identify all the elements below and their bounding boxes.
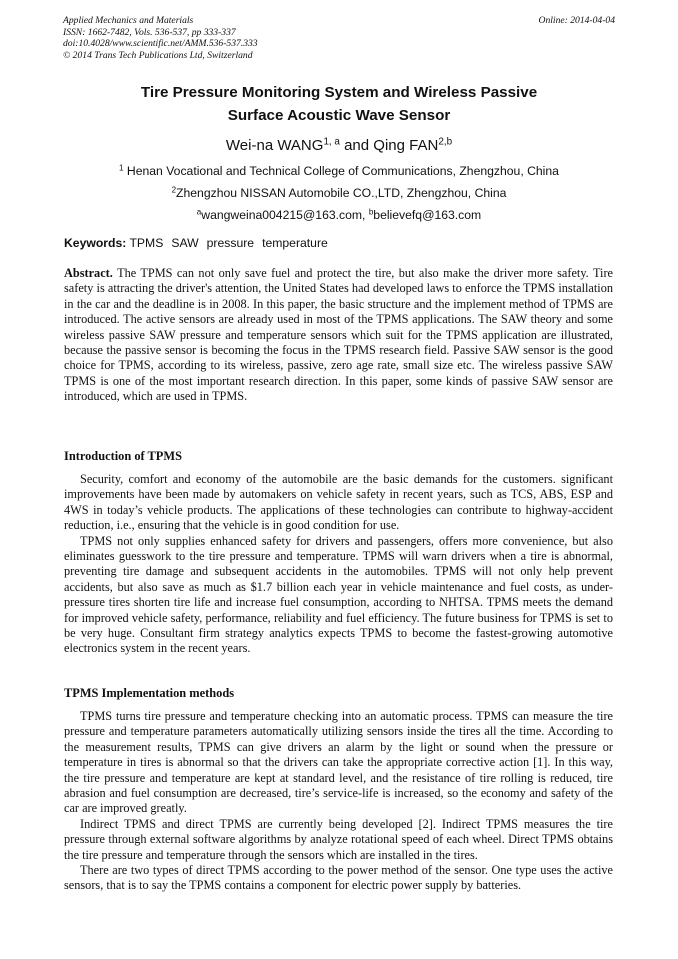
affiliation-1-mark: 1 <box>119 163 124 173</box>
paragraph: There are two types of direct TPMS according to the power method of the sensor. One type uses the active sensors, that is to say the TPMS contains a component for electric power supply by batteries. <box>64 863 613 893</box>
journal-name: Applied Mechanics and Materials <box>63 15 194 26</box>
author-2: Qing FAN <box>373 137 439 154</box>
journal-issn: ISSN: 1662-7482, Vols. 536-537, pp 333-337 <box>63 26 236 38</box>
author-and: and <box>344 137 370 154</box>
keyword: pressure <box>206 236 255 250</box>
affiliation-2-mark: 2 <box>171 185 177 195</box>
author-1: Wei-na WANG <box>225 137 324 154</box>
paragraph: TPMS turns tire pressure and temperature checking into an automatic process. TPMS can measure the tire pressure and temperature parameters automatically utilizing sensors inside the tires all the time. According to the measurement results, TPMS can give drivers an alarm by the light or sound when the pressure or temperature in tires is abnormal so that the drivers can take the appropriate corrective action [1]. In this way, the tire pressure and temperature are kept at standard level, and the resistance of tire rolling is reduced, tire abrasion and fuel consumption are decreased, tire’s service-life is increased, so the economy and safety of the car are improved greatly. <box>64 709 613 816</box>
affiliation-2-text: Zhengzhou NISSAN Automobile CO.,LTD, Zhengzhou, China <box>176 186 507 200</box>
journal-doi[interactable]: doi:10.4028/www.scientific.net/AMM.536-537.333 <box>63 38 258 50</box>
email-a-mark: a <box>196 207 202 217</box>
email-a[interactable]: wangweina004215@163.com, <box>201 208 366 222</box>
online-date: Online: 2014-04-04 <box>538 15 615 26</box>
journal-copyright: © 2014 Trans Tech Publications Ltd, Switzerland <box>63 49 253 61</box>
abstract-text: The TPMS can not only save fuel and protect the tire, but also make the driver more safety. Tire safety is attracting the driver's attention, the United States had developed laws to enforce the TPMS installation in the car and the deadline is in 2008. In this paper, the basic structure and the implement method of TPMS are introduced. The active sensors are already used in most of the TPMS applications. The SAW theory and some wireless passive SAW pressure and temperature sensors which suit for the TPMS application are illustrated, because the passive sensor is becoming the focus in the TPMS research field. Passive SAW sensor is the good choice for TPMS, according to its wireless, passive, zero age rate, small size etc. The wireless passive SAW TPMS is one of the most important research direction. In this paper, some kinds of passive SAW sensor are introduced, which are used in TPMS. <box>64 266 614 404</box>
paper-title <box>40 81 638 127</box>
keyword: temperature <box>262 236 328 250</box>
paragraph: Indirect TPMS and direct TPMS are currently being developed [2]. Indirect TPMS measures the tire pressure through external software algorithms by analyze rotational speed of each wheel. Direct TPMS obtains the tire pressure and temperature through the sensors which are installed in the tires. <box>64 816 613 862</box>
abstract-label: Abstract. <box>64 266 113 280</box>
introduction-body <box>64 472 613 657</box>
affiliation-2 <box>40 185 638 201</box>
email-line <box>40 207 638 223</box>
keywords <box>64 235 336 251</box>
keyword: SAW <box>171 236 199 250</box>
author-line <box>40 136 638 156</box>
section-heading-implementation: TPMS Implementation methods <box>64 686 235 700</box>
keyword: TPMS <box>129 236 164 250</box>
implementation-body <box>64 709 613 894</box>
title-line-1: Tire Pressure Monitoring System and Wireless Passive <box>140 84 538 101</box>
author-2-affil-mark: 2,b <box>438 136 453 148</box>
journal-header <box>63 15 615 61</box>
title-line-2: Surface Acoustic Wave Sensor <box>227 107 451 124</box>
keywords-label: Keywords: <box>64 236 127 250</box>
affiliation-1-text: Henan Vocational and Technical College of Communications, Zhengzhou, China <box>126 164 559 178</box>
affiliation-1 <box>40 163 638 179</box>
paragraph: TPMS not only supplies enhanced safety for drivers and passengers, offers more convenience, but also eliminates guesswork to the tire pressure and temperature. TPMS will warn drivers when a tire is abnormal, preventing tire damage and subsequent accidents in the automobiles. TPMS will not only help prevent accidents, but also save as much as $1.7 billion each year in vehicle maintenance and fuel costs, as under-pressure tires shorten tire life and increase fuel consumption, according to NHTSA. TPMS meets the demand for improved vehicle safety, performance, reliability and fuel efficiency. The future business for TPMS is set to be very huge. Consultant firm strategy analytics expects TPMS to become the fastest-growing automotive electronics system in the recent years. <box>64 533 613 656</box>
author-1-affil-mark: 1, a <box>323 136 340 148</box>
section-heading-introduction: Introduction of TPMS <box>64 449 182 463</box>
email-b-mark: b <box>368 207 374 217</box>
paragraph: Security, comfort and economy of the automobile are the basic demands for the customers. significant improvements have been made by automakers on vehicle safety in recent years, such as TCS, ABS, ESP and 4WS in today’s vehicle products. The applications of these technologies can contribute to highway-accident reduction, i.e., ensuring that the vehicle is in good condition for use. <box>64 472 613 533</box>
email-b[interactable]: believefq@163.com <box>373 208 482 222</box>
abstract <box>64 266 613 405</box>
